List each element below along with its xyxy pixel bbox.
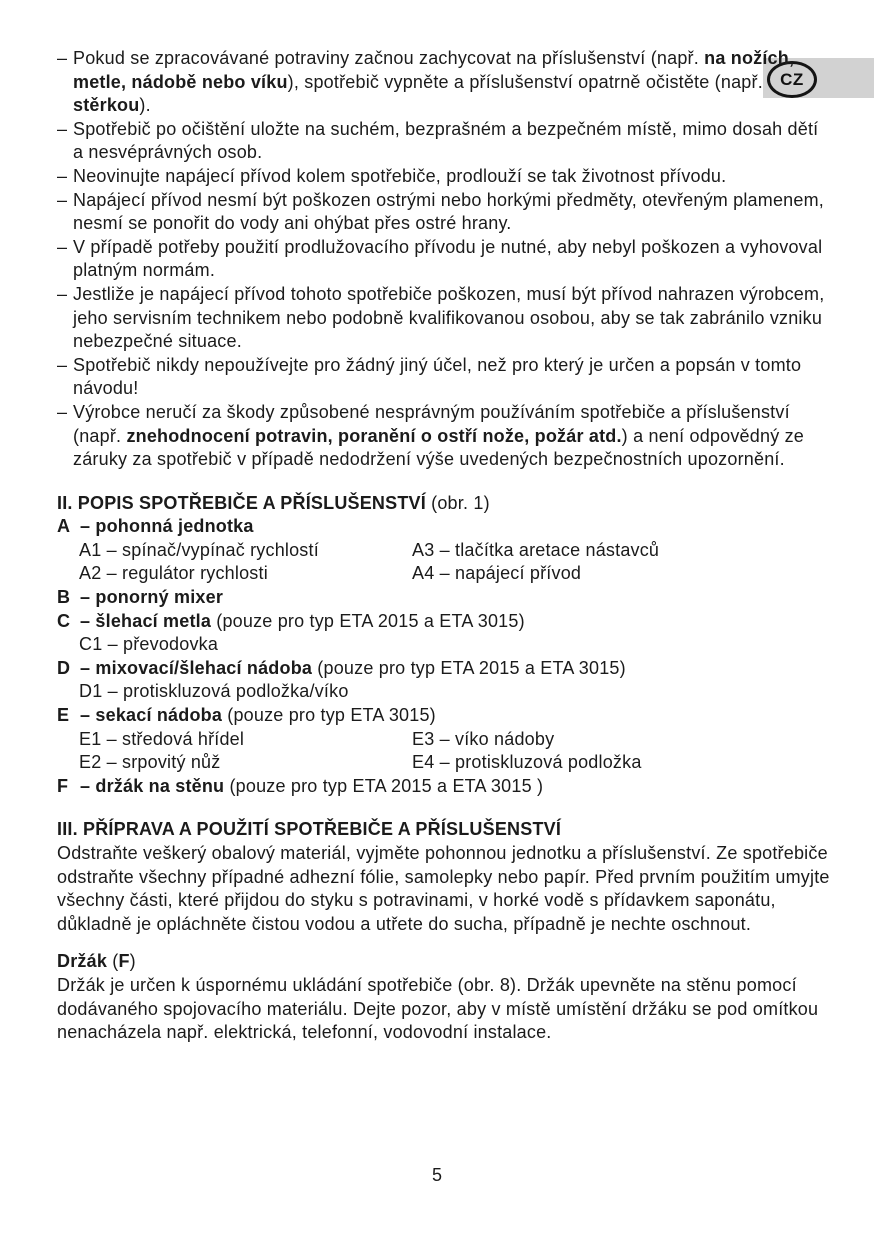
safety-instruction-text: Napájecí přívod nesmí být poškozen ostrými nebo horkými předměty, otevřeným plamenem, nesmí se ponořit do vody ani ohýbat přes ostré hrany. [73,189,824,234]
part-label: – ponorný mixer [80,587,224,608]
safety-instruction-text: V případě potřeby použití prodlužovacího přívodu je nutné, aby nebyl poškozen a vyhovoval platným normám. [73,236,823,281]
subpart-left: E2 – srpovitý nůž [79,752,221,773]
bullet-dash: – [57,354,68,375]
page-number: 5 [431,1165,442,1185]
part-letter: C [57,610,71,631]
safety-instructions-list [57,47,832,472]
bullet-dash: – [57,48,68,68]
parts-list-item [57,610,832,634]
safety-instruction-text: Spotřebič po očištění uložte na suchém, bezprašném a bezpečném místě, mimo dosah dětí a nesvéprávných osob. [73,118,819,163]
part-letter: D [57,657,71,678]
subpart-right: A4 – napájecí přívod [412,563,582,584]
subparts-row [57,751,832,775]
bullet-dash: – [57,283,68,304]
subparts-row [57,680,832,704]
safety-instruction-item [57,354,832,401]
bullet-dash: – [57,401,68,422]
part-letter: F [57,775,69,796]
safety-instruction-item [57,236,832,283]
subpart-left: A1 – spínač/vypínač rychlostí [79,539,319,560]
safety-instruction-item [57,165,832,189]
holder-heading: Držák (F) [57,951,136,972]
bullet-dash: – [57,118,68,139]
part-label: – mixovací/šlehací nádoba (pouze pro typ ETA 2015 a ETA 3015) [80,657,626,678]
priprava-paragraph: Odstraňte veškerý obalový materiál, vyjměte pohonnou jednotku a příslušenství. Ze spotřebiče odstraňte všechny případné adhezní fólie, samolepky nebo papír. Před prvním použitím umyjte všechny části, které přijdou do styku s potravinami, v horké vodě s přídavkem saponátu, důkladně je opláchněte čistou vodou a utřete do sucha, případně je nechte oschnout. [57,843,830,934]
part-label: – šlehací metla (pouze pro typ ETA 2015 a ETA 3015) [80,610,525,631]
parts-list-item [57,586,832,610]
parts-list-item [57,775,832,799]
subpart-left: E1 – středová hřídel [79,728,245,749]
section-heading-priprava: III. PŘÍPRAVA A POUŽITÍ SPOTŘEBIČE A PŘÍSLUŠENSTVÍ [57,819,562,840]
parts-description-list [57,515,832,798]
cz-badge-label: CZ [780,69,804,89]
parts-list-item [57,704,832,728]
safety-instruction-item [57,283,832,354]
subpart-right: E3 – víko nádoby [412,728,555,749]
bullet-dash: – [57,189,68,210]
bullet-dash: – [57,165,68,186]
safety-instruction-item [57,189,832,236]
parts-list-item [57,657,832,681]
safety-instruction-item [57,401,832,472]
subpart-right: A3 – tlačítka aretace nástavců [412,539,660,560]
holder-paragraph: Držák je určen k úspornému ukládání spotřebiče (obr. 8). Držák upevněte na stěnu pomocí dodávaného spojovacího materiálu. Dejte pozor, aby v místě umístění držáku se pod omítkou nenacházela např. elektrická, telefonní, vodovodní instalace. [57,974,819,1043]
safety-instruction-item [57,47,832,118]
safety-instruction-text: Výrobce neručí za škody způsobené nesprávným používáním spotřebiče a příslušenství (např. znehodnocení potravin, poranění o ostří nože, požár atd.) a není odpovědný ze záruky za spotřebič v případě nedodržení výše uvedených bezpečnostních upozornění. [73,401,804,470]
parts-list-item [57,515,832,539]
safety-instruction-text: Jestliže je napájecí přívod tohoto spotřebiče poškozen, musí být přívod nahrazen výrobcem, jeho servisním technikem nebo podobně kvalifikovanou osobou, aby se tak zabránilo vzniku nebezpečné situace. [73,283,825,352]
section-heading-popis: II. POPIS SPOTŘEBIČE A PŘÍSLUŠENSTVÍ (obr. 1) [57,492,490,513]
part-letter: B [57,587,71,608]
subpart-left: C1 – převodovka [79,634,219,655]
subparts-row [57,539,832,563]
bullet-dash: – [57,236,68,257]
safety-instruction-text: Spotřebič nikdy nepoužívejte pro žádný jiný účel, než pro který je určen a popsán v tomto návodu! [73,354,802,399]
subpart-right: E4 – protiskluzová podložka [412,752,642,773]
safety-instruction-text: Neovinujte napájecí přívod kolem spotřebiče, prodlouží se tak životnost přívodu. [73,165,727,186]
subpart-left: A2 – regulátor rychlosti [79,563,268,584]
part-label: – pohonná jednotka [80,516,254,537]
part-label: – držák na stěnu (pouze pro typ ETA 2015 a ETA 3015 ) [80,775,544,796]
part-letter: A [57,516,71,537]
part-letter: E [57,705,70,726]
safety-instruction-text: Pokud se zpracovávané potraviny začnou zachycovat na příslušenství (např. na nožích, metle, nádobě nebo víku), spotřebič vypněte a příslušenství opatrně očistěte (např. stěrkou). [73,48,795,116]
safety-instruction-item [57,118,832,165]
page-content [57,47,832,1045]
part-label: – sekací nádoba (pouze pro typ ETA 3015) [80,705,436,726]
subparts-row [57,633,832,657]
subparts-row [57,728,832,752]
subparts-row [57,562,832,586]
subpart-left: D1 – protiskluzová podložka/víko [79,681,349,702]
